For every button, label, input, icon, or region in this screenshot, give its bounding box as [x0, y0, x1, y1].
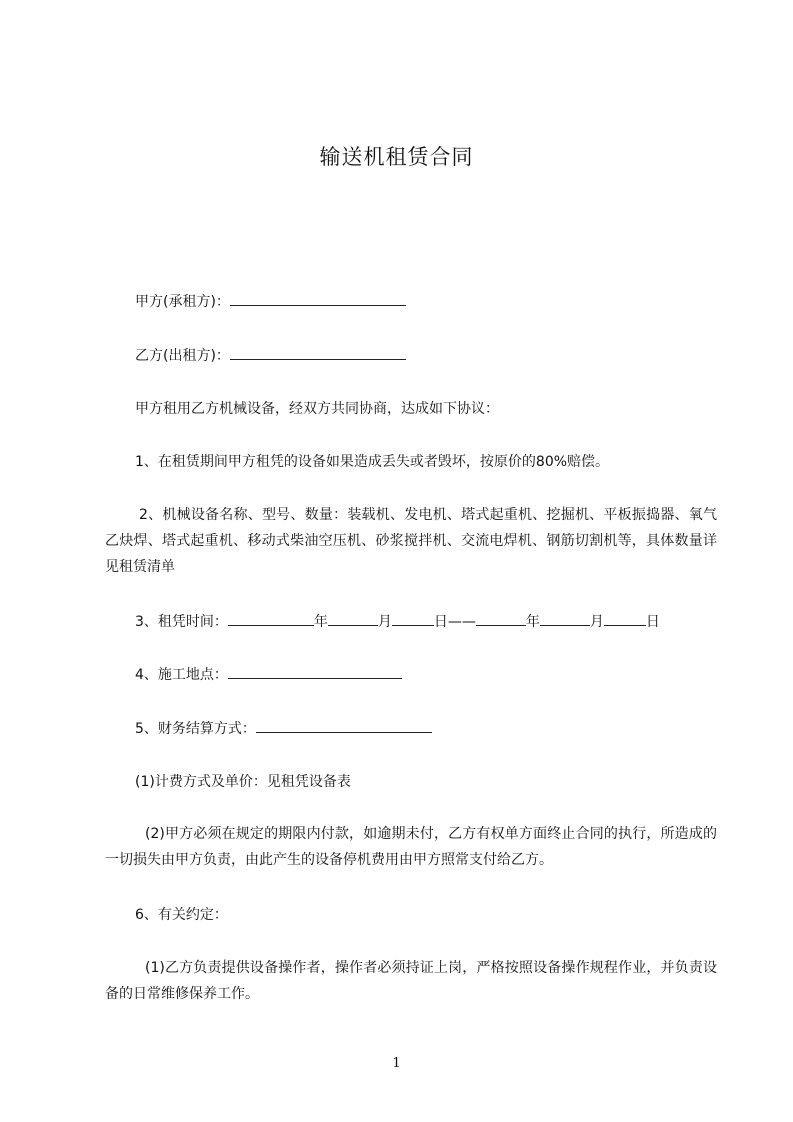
- site-blank: [228, 664, 402, 679]
- end-month-blank: [540, 611, 590, 626]
- clause-5-2: (2)甲方必须在规定的期限内付款，如逾期未付，乙方有权单方面终止合同的执行，所造成的一切损失由甲方负责，由此产生的设备停机费用由甲方照常支付给乙方。: [105, 826, 717, 868]
- clause-5-line: [105, 718, 750, 739]
- clause-4-label: 4、施工地点：: [135, 667, 228, 683]
- end-year-blank: [476, 611, 526, 626]
- party-b-blank: [230, 345, 406, 360]
- start-year-blank: [228, 611, 314, 626]
- clause-3-label: 3、租凭时间：: [135, 614, 228, 630]
- clause-1: 1、在租赁期间甲方租凭的设备如果造成丢失或者毁坏，按原价的80%赔偿。: [135, 454, 610, 470]
- end-year-unit: 年: [525, 614, 540, 630]
- end-day-unit: 日: [645, 614, 660, 630]
- page-number: 1: [392, 1056, 401, 1071]
- clause-4-line: [105, 664, 750, 685]
- settlement-blank: [256, 718, 432, 733]
- start-month-blank: [328, 611, 378, 626]
- intro-paragraph: 甲方租用乙方机械设备，经双方共同协商，达成如下协议：: [135, 401, 499, 417]
- clause-2: 2、机械设备名称、型号、数量：装载机、发电机、塔式起重机、挖掘机、平板振捣器、氧气乙炔焊、塔式起重机、移动式柴油空压机、砂浆搅拌机、交流电焊机、钢筋切割机等，具体数量详见租赁清单: [105, 507, 717, 575]
- start-month-unit: 月: [377, 614, 392, 630]
- party-a-label: 甲方(承租方)：: [135, 294, 230, 310]
- clause-6-label: 6、有关约定：: [135, 907, 228, 923]
- start-day-unit: 日: [433, 614, 448, 630]
- party-a-blank: [230, 291, 406, 306]
- start-year-unit: 年: [313, 614, 328, 630]
- party-b-label: 乙方(出租方)：: [135, 348, 230, 364]
- clause-5-1: (1)计费方式及单价：见租凭设备表: [135, 774, 351, 790]
- clause-5-label: 5、财务结算方式：: [135, 721, 256, 737]
- party-a-line: [105, 291, 750, 312]
- date-range-dash: ——: [447, 614, 476, 630]
- end-month-unit: 月: [589, 614, 604, 630]
- party-b-line: [105, 345, 750, 366]
- end-day-blank: [604, 611, 646, 626]
- start-day-blank: [392, 611, 434, 626]
- page-title: 输送机租赁合同: [319, 145, 474, 169]
- clause-6-1: (1)乙方负责提供设备操作者，操作者必须持证上岗，严格按照设备操作规程作业，并负责设备的日常维修保养工作。: [105, 960, 717, 1002]
- clause-3-line: [105, 611, 750, 632]
